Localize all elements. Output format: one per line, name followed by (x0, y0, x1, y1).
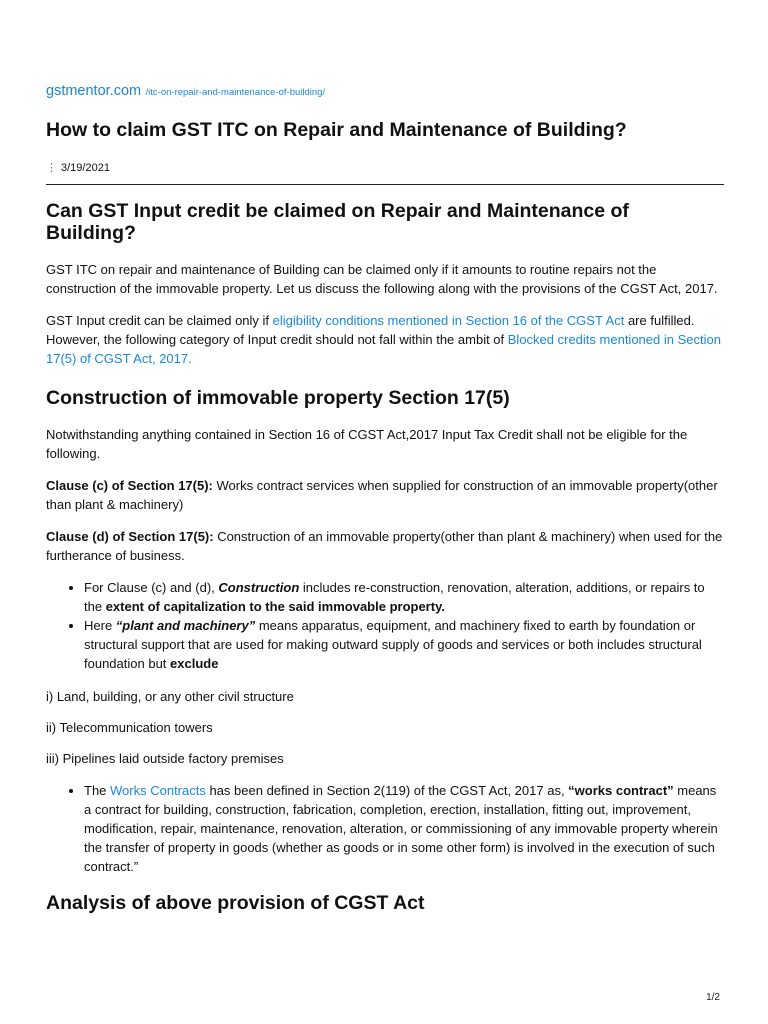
section-heading-itc-claim: Can GST Input credit be claimed on Repair and Maintenance of Building? (46, 200, 629, 244)
eligibility-text-b: are fulfilled. However, the following category of Input credit should not fall within the ambit of (46, 313, 695, 347)
exclusion-item-i: i) Land, building, or any other civil structure (46, 689, 294, 704)
clause-d-label: Clause (d) of Section 17(5): (46, 529, 214, 544)
article-body (46, 200, 724, 914)
bullet3-text-d: means a contract for building, construction, fabrication, completion, erection, installation, fitting out, improvement, modification, repair, maintenance, renovation, alteration, or commissioning of any immovable property wherein the transfer of property in goods (whether as goods or in some other form) is involved in the execution of such contract.” (84, 783, 718, 874)
exclusion-item-iii: iii) Pipelines laid outside factory premises (46, 751, 284, 766)
bullet1-text-c: includes re-construction, renovation, alteration, additions, or repairs to the (84, 580, 705, 614)
list-item-construction-definition (84, 578, 724, 616)
date-text: 3/19/2021 (61, 162, 110, 174)
bullet2-text-a: Here (84, 618, 116, 633)
exclusion-item-ii: ii) Telecommunication towers (46, 720, 213, 735)
clause-d-paragraph (46, 527, 724, 565)
bullet3-bold: “works contract” (568, 783, 674, 798)
section-heading-construction: Construction of immovable property Section 17(5) (46, 387, 510, 409)
page-number: 1/2 (706, 992, 720, 1003)
works-contracts-link[interactable]: Works Contracts (110, 783, 206, 798)
blocked-credits-link[interactable]: Blocked credits mentioned in Section 17(5) of CGST Act, 2017. (46, 332, 721, 366)
article-title: How to claim GST ITC on Repair and Maintenance of Building? (46, 119, 627, 141)
list-item-works-contract (84, 781, 724, 876)
list-item-plant-machinery (84, 616, 724, 673)
bullet2-emphasis: “plant and machinery” (115, 618, 256, 633)
works-contract-bullets (46, 781, 724, 876)
section-16-link[interactable]: eligibility conditions mentioned in Section 16 of the CGST Act (272, 313, 625, 328)
clause-c-label: Clause (c) of Section 17(5): (46, 478, 213, 493)
construction-bullets (46, 578, 724, 673)
eligibility-paragraph (46, 311, 724, 368)
source-path-link[interactable]: /itc-on-repair-and-maintenance-of-building/ (145, 87, 326, 98)
clause-d-text: Construction of an immovable property(other than plant & machinery) when used for the furtherance of business. (46, 529, 723, 563)
bullet1-text-a: For Clause (c) and (d), (84, 580, 219, 595)
section-heading-analysis: Analysis of above provision of CGST Act (46, 892, 425, 914)
source-url[interactable] (46, 82, 325, 100)
more-dots-icon: ⋮ (46, 162, 57, 174)
source-domain-link[interactable]: gstmentor.com (46, 83, 142, 99)
clause-c-text: Works contract services when supplied for construction of an immovable property(other than plant & machinery) (46, 478, 718, 512)
intro-paragraph: GST ITC on repair and maintenance of Building can be claimed only if it amounts to routine repairs not the construction of the immovable property. Let us discuss the following along with the provisions of the CGST Act, 2017. (46, 262, 718, 296)
clause-c-paragraph (46, 476, 724, 514)
header-divider (46, 184, 724, 185)
notwithstanding-paragraph: Notwithstanding anything contained in Section 16 of CGST Act,2017 Input Tax Credit shall not be eligible for the following. (46, 427, 688, 461)
bullet2-bold: exclude (170, 656, 219, 671)
bullet1-emphasis: Construction (218, 580, 300, 595)
eligibility-text-a: GST Input credit can be claimed only if (46, 313, 273, 328)
bullet3-text-a: The (84, 783, 111, 798)
bullet1-bold: extent of capitalization to the said immovable property. (105, 599, 445, 614)
bullet3-text-b: has been defined in Section 2(119) of the CGST Act, 2017 as, (205, 783, 569, 798)
publish-date (46, 161, 110, 174)
bullet2-text-c: means apparatus, equipment, and machinery fixed to earth by foundation or structural support that are used for making outward supply of goods and services or both includes structural foundation but (84, 618, 702, 671)
